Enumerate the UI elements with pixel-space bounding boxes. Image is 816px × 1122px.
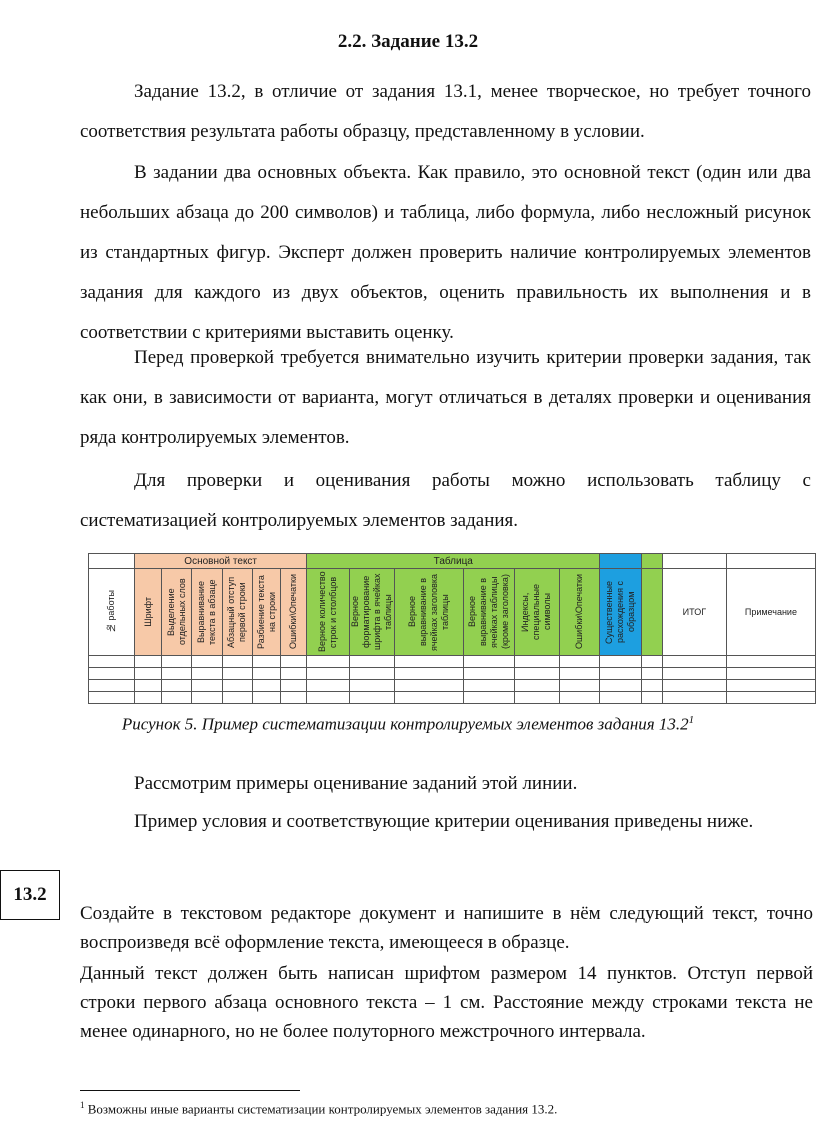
table-row [89,656,816,668]
table-row [89,692,816,704]
column-header-highlight-words: Выделение отдельных слов [162,569,192,656]
group-header-total [662,554,726,569]
paragraph-3: Перед проверкой требуется внимательно изучить критерии проверки задания, так как они, в зависимости от варианта, могут отличаться в деталях проверки и оценивания ряда контролируемых элементов. [80,347,811,448]
footnote: $^1$ Возможны иные варианты систематизации контролируемых элементов задания 13.2. [80,1100,558,1117]
section-heading: 2.2. Задание 13.2 [337,31,479,52]
table-row [89,668,816,680]
task-number-box: 13.2 [0,870,60,920]
column-header-total: ИТОГ [662,569,726,656]
paragraph-2: В задании два основных объекта. Как правило, это основной текст (один или два небольших абзаца до 200 символов) и таблица, либо формула, либо несложный рисунок из стандартных фигур. Эксперт должен проверить наличие контролируемых элементов задания для каждого из двух объектов, оценить правильность их выполнения и в соответствии с критериями выставить оценку. [80,162,811,343]
paragraph-4: Для проверки и оценивания работы можно использовать таблицу с систематизацией контролируемых элементов задания. [80,470,811,531]
paragraph-6: Пример условия и соответствующие критерии оценивания приведены ниже. [134,811,754,832]
group-header-blue [600,554,642,569]
group-header-note [726,554,815,569]
column-header-cell-align: Верное выравнивание в ячейках таблицы (кроме заголовка) [463,569,514,656]
paragraph-1: Задание 13.2, в отличие от задания 13.1, менее творческое, но требует точного соответствия результата работы образцу, представленному в условии. [80,81,811,142]
column-header-work-number: № работы [89,569,135,656]
column-header-table-errors: Ошибки\Опечатки [559,569,599,656]
column-header-main-errors: Ошибки\Опечатки [280,569,306,656]
column-header-significant-diff: Существенные расхождения с образцом [600,569,642,656]
group-header-table: Таблица [307,554,600,569]
column-header-cell-font-format: Верное форматирование шрифта в ячейках таблицы [350,569,395,656]
column-header-first-line-indent: Абзацный отступ первой строки [222,569,253,656]
column-header-paragraph-align: Выравнивание текста в абзаце [192,569,223,656]
footnote-divider [80,1090,300,1091]
systematization-table [88,553,816,704]
task-text-1: Создайте в текстовом редакторе документ и напишите в нём следующий текст, точно воспроизведя всё оформление текста, имеющееся в образце. [80,903,813,953]
paragraph-5: Рассмотрим примеры оценивание заданий этой линии. [134,773,578,794]
figure-caption: Рисунок 5. Пример систематизации контролируемых элементов задания 13.2$^1$ [121,714,695,734]
group-header-narrow [641,554,662,569]
column-header-font: Шрифт [135,569,162,656]
column-header-indices-symbols: Индексы, специальные символы [514,569,559,656]
group-header-main-text: Основной текст [135,554,307,569]
column-header-header-align: Верное выравнивание в ячейках заголовка таблицы [395,569,464,656]
table-corner-cell [89,554,135,569]
column-header-note: Примечание [726,569,815,656]
column-header-line-breaking: Разбиение текста на строки [253,569,281,656]
column-header-rows-cols: Верное количество строк и столбцов [307,569,350,656]
task-text-2: Данный текст должен быть написан шрифтом размером 14 пунктов. Отступ первой строки первого абзаца основного текста – 1 см. Расстояние между строками текста не менее одинарного, но не более полуторного межстрочного интервала. [80,963,813,1042]
column-header-narrow [641,569,662,656]
table-row [89,680,816,692]
